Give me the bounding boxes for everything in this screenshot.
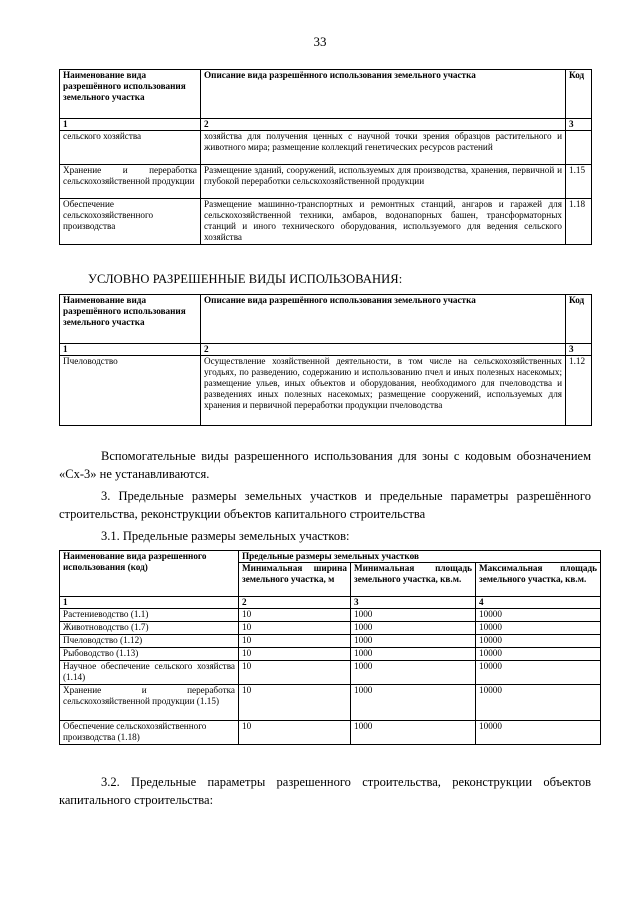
min-area-cell: 1000 <box>351 609 476 622</box>
table-row <box>60 661 601 685</box>
column-number: 1 <box>60 597 239 609</box>
column-number: 3 <box>566 344 592 356</box>
min-width-cell: 10 <box>239 609 351 622</box>
header-use-name: Наименование вида разрешённого использования земельного участка <box>60 70 201 119</box>
column-number: 1 <box>60 344 201 356</box>
header-max-area: Максимальная площадь земельного участка, кв.м. <box>476 563 601 597</box>
header-use-name: Наименование вида разрешённого использования земельного участка <box>60 295 201 344</box>
table-row <box>60 685 601 721</box>
use-name-cell: Пчеловодство <box>60 356 201 426</box>
table-row <box>60 356 592 426</box>
table-header-row <box>60 551 601 563</box>
header-code: Код <box>566 295 592 344</box>
section-3-2-paragraph <box>59 773 591 809</box>
page-number: 33 <box>313 34 327 49</box>
column-number: 3 <box>351 597 476 609</box>
use-description-cell: Осуществление хозяйственной деятельности, в том числе на сельскохозяйственных угодьях, по разведению, содержанию и использованию пчел и иных полезных насекомых; размещение ульев, иных объектов и оборудования, необходимого для пчеловодства и разведениях иных полезных насекомых; размещение сооружений, используемых для хранения и первичной переработки продукции пчеловодства <box>201 356 566 426</box>
min-area-cell: 1000 <box>351 685 476 721</box>
header-size-limits: Предельные размеры земельных участков <box>239 551 601 563</box>
table-row <box>60 165 592 199</box>
table-row <box>60 609 601 622</box>
use-name-cell: Растениеводство (1.1) <box>60 609 239 622</box>
column-number-row <box>60 597 601 609</box>
table-row <box>60 648 601 661</box>
table-row <box>60 131 592 165</box>
max-area-cell: 10000 <box>476 721 601 745</box>
use-name-cell: Хранение и переработка сельскохозяйственной продукции <box>60 165 201 199</box>
code-cell: 1.18 <box>566 199 592 245</box>
min-width-cell: 10 <box>239 721 351 745</box>
column-number: 4 <box>476 597 601 609</box>
min-area-cell: 1000 <box>351 648 476 661</box>
max-area-cell: 10000 <box>476 622 601 635</box>
min-area-cell: 1000 <box>351 661 476 685</box>
use-name-cell: Животноводство (1.7) <box>60 622 239 635</box>
table-row <box>60 199 592 245</box>
use-name-cell: Обеспечение сельскохозяйственного производства (1.18) <box>60 721 239 745</box>
header-min-area: Минимальная площадь земельного участка, кв.м. <box>351 563 476 597</box>
section-3-paragraph <box>59 487 591 523</box>
min-width-cell: 10 <box>239 635 351 648</box>
use-name-cell: Хранение и переработка сельскохозяйственной продукции (1.15) <box>60 685 239 721</box>
section-3-1-text: 3.1. Предельные размеры земельных участков: <box>101 529 350 543</box>
conditional-uses-table <box>59 294 592 426</box>
code-cell <box>566 131 592 165</box>
column-number-row <box>60 344 592 356</box>
min-width-cell: 10 <box>239 661 351 685</box>
column-number: 3 <box>566 119 592 131</box>
table-row <box>60 721 601 745</box>
code-cell: 1.15 <box>566 165 592 199</box>
header-min-width: Минимальная ширина земельного участка, м <box>239 563 351 597</box>
table-header-row <box>60 295 592 344</box>
code-cell: 1.12 <box>566 356 592 426</box>
min-width-cell: 10 <box>239 648 351 661</box>
header-use-name: Наименование вида разрешенного использования (код) <box>60 551 239 597</box>
column-number: 2 <box>201 344 566 356</box>
section-3-1-heading <box>101 527 591 545</box>
auxiliary-uses-text: Вспомогательные виды разрешенного использования для зоны с кодовым обозначением «Сх-3» не устанавливаются. <box>59 449 591 481</box>
header-use-description: Описание вида разрешённого использования земельного участка <box>201 295 566 344</box>
use-name-cell: Научное обеспечение сельского хозяйства (1.14) <box>60 661 239 685</box>
use-name-cell: Обеспечение сельскохозяйственного производства <box>60 199 201 245</box>
conditional-uses-heading: УСЛОВНО РАЗРЕШЕННЫЕ ВИДЫ ИСПОЛЬЗОВАНИЯ: <box>88 272 403 286</box>
column-number: 2 <box>239 597 351 609</box>
table-header-row <box>60 70 592 119</box>
column-number: 1 <box>60 119 201 131</box>
permitted-uses-table <box>59 69 592 245</box>
max-area-cell: 10000 <box>476 609 601 622</box>
header-use-description: Описание вида разрешённого использования земельного участка <box>201 70 566 119</box>
use-description-cell: Размещение зданий, сооружений, используемых для производства, хранения, первичной и глубокой переработки сельскохозяйственной продукции <box>201 165 566 199</box>
min-area-cell: 1000 <box>351 635 476 648</box>
min-area-cell: 1000 <box>351 721 476 745</box>
max-area-cell: 10000 <box>476 685 601 721</box>
use-name-cell: Рыбоводство (1.13) <box>60 648 239 661</box>
max-area-cell: 10000 <box>476 635 601 648</box>
use-name-cell: Пчеловодство (1.12) <box>60 635 239 648</box>
min-width-cell: 10 <box>239 685 351 721</box>
header-code: Код <box>566 70 592 119</box>
plot-size-limits-table <box>59 550 601 745</box>
max-area-cell: 10000 <box>476 661 601 685</box>
column-number: 2 <box>201 119 566 131</box>
table-row <box>60 635 601 648</box>
min-area-cell: 1000 <box>351 622 476 635</box>
section-3-text: 3. Предельные размеры земельных участков и предельные параметры разрешённого строительства, реконструкции объектов капитального строительства <box>59 489 591 521</box>
use-name-cell: сельского хозяйства <box>60 131 201 165</box>
column-number-row <box>60 119 592 131</box>
min-width-cell: 10 <box>239 622 351 635</box>
use-description-cell: Размещение машинно-транспортных и ремонтных станций, ангаров и гаражей для сельскохозяйственной техники, амбаров, водонапорных башен, трансформаторных станций и иного технического оборудования, используемого для ведения сельского хозяйства <box>201 199 566 245</box>
auxiliary-uses-paragraph <box>59 447 591 483</box>
max-area-cell: 10000 <box>476 648 601 661</box>
table-row <box>60 622 601 635</box>
section-3-2-text: 3.2. Предельные параметры разрешенного строительства, реконструкции объектов капитального строительства: <box>59 775 591 807</box>
use-description-cell: хозяйства для получения ценных с научной точки зрения образцов растительного и животного мира; размещение коллекций генетических ресурсов растений <box>201 131 566 165</box>
